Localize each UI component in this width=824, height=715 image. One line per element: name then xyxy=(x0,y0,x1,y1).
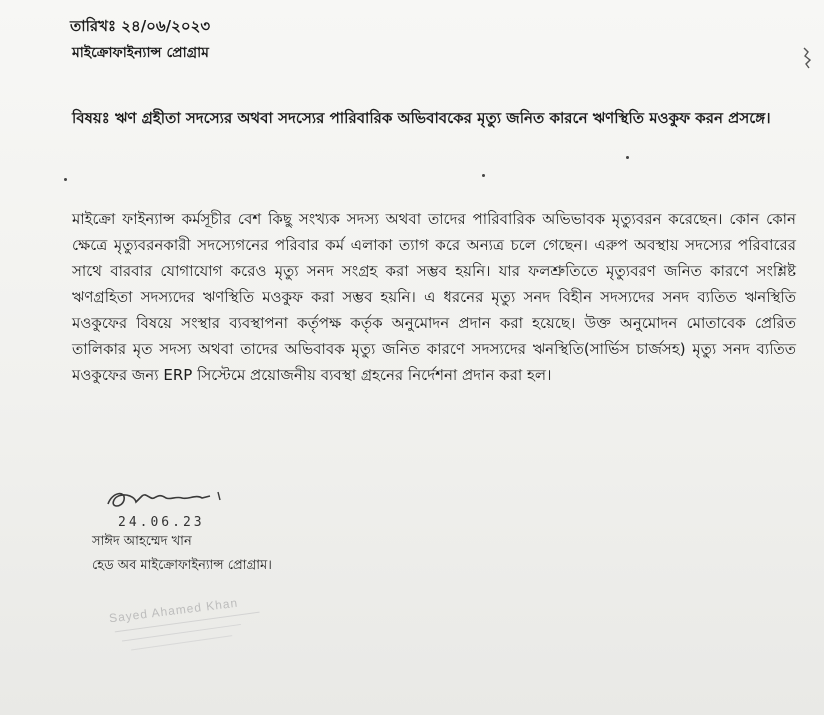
speck-dot xyxy=(482,174,485,177)
svg-text:24.06.23: 24.06.23 xyxy=(118,515,205,530)
body-paragraph: মাইক্রো ফাইন্যান্স কর্মসূচীর বেশ কিছু সংখ্যক সদস্য অথবা তাদের পারিবারিক অভিভাবক মৃত্যুবরন করেছেন। কোন কোন ক্ষেত্রে মৃত্যুবরনকারী সদস্যেগনের পরিবার কর্ম এলাকা ত্যাগ করে অন্যত্র চলে গেছেন। এরুপ অবস্থায় সদস্যের পরিবারের সাথে বারবার যোগাযোগ করেও মৃত্যু সনদ সংগ্রহ করা সম্ভব হয়নি। যার ফলশ্রুতিতে মৃত্যুবরণ জনিত কারণে সংশ্লিষ্ট ঋণগ্রহিতা সদস্যদের ঋণস্থিতি মওকুফ করা সম্ভব হয়নি। এ ধরনের মৃত্যু সনদ বিহীন সদস্যদের সনদ ব্যতিত ঋনস্থিতি মওকুফের বিষয়ে সংস্থার ব্যবস্থাপনা কর্তৃপক্ষ কর্তৃক অনুমোদন প্রদান করা হয়েছে। উক্ত অনুমোদন মোতাবেক প্রেরিত তালিকার মৃত সদস্য অথবা তাদের অভিবাবক মৃত্যু জনিত কারণে সদস্যদের ঋনস্থিতি(সার্ভিস চার্জসহ) মৃত্যু সনদ ব্যতিত মওকুফের জন্য ERP সিস্টেমে প্রয়োজনীয় ব্যবস্থা গ্রহনের নির্দেশনা প্রদান করা হল। xyxy=(72,210,796,384)
letter-date: তারিখঃ ২৪/০৬/২০২৩ xyxy=(70,17,211,35)
scan-artifact-icon xyxy=(800,46,816,74)
speck-dot xyxy=(64,178,67,181)
signatory-title: হেড অব মাইক্রোফাইন্যান্স প্রোগ্রাম। xyxy=(92,558,272,573)
speck-dot xyxy=(626,156,629,159)
subject-line: বিষয়ঃ ঋণ গ্রহীতা সদস্যের অথবা সদস্যের পারিবারিক অভিবাবকের মৃত্যু জনিত কারনে ঋণস্থিতি মওকুফ করন প্রসঙ্গে। xyxy=(72,109,771,127)
svg-text:Sayed Ahamed Khan: Sayed Ahamed Khan xyxy=(108,595,239,626)
signatory-name: সাঈদ আহম্মেদ খান xyxy=(92,534,192,549)
stamp-impression xyxy=(107,580,283,660)
faded-stamp xyxy=(107,580,283,660)
handwritten-signature xyxy=(100,484,250,532)
program-name: মাইক্রোফাইন্যান্স প্রোগ্রাম xyxy=(72,45,209,61)
signature-scribble xyxy=(100,484,250,532)
letter-body xyxy=(72,206,796,388)
